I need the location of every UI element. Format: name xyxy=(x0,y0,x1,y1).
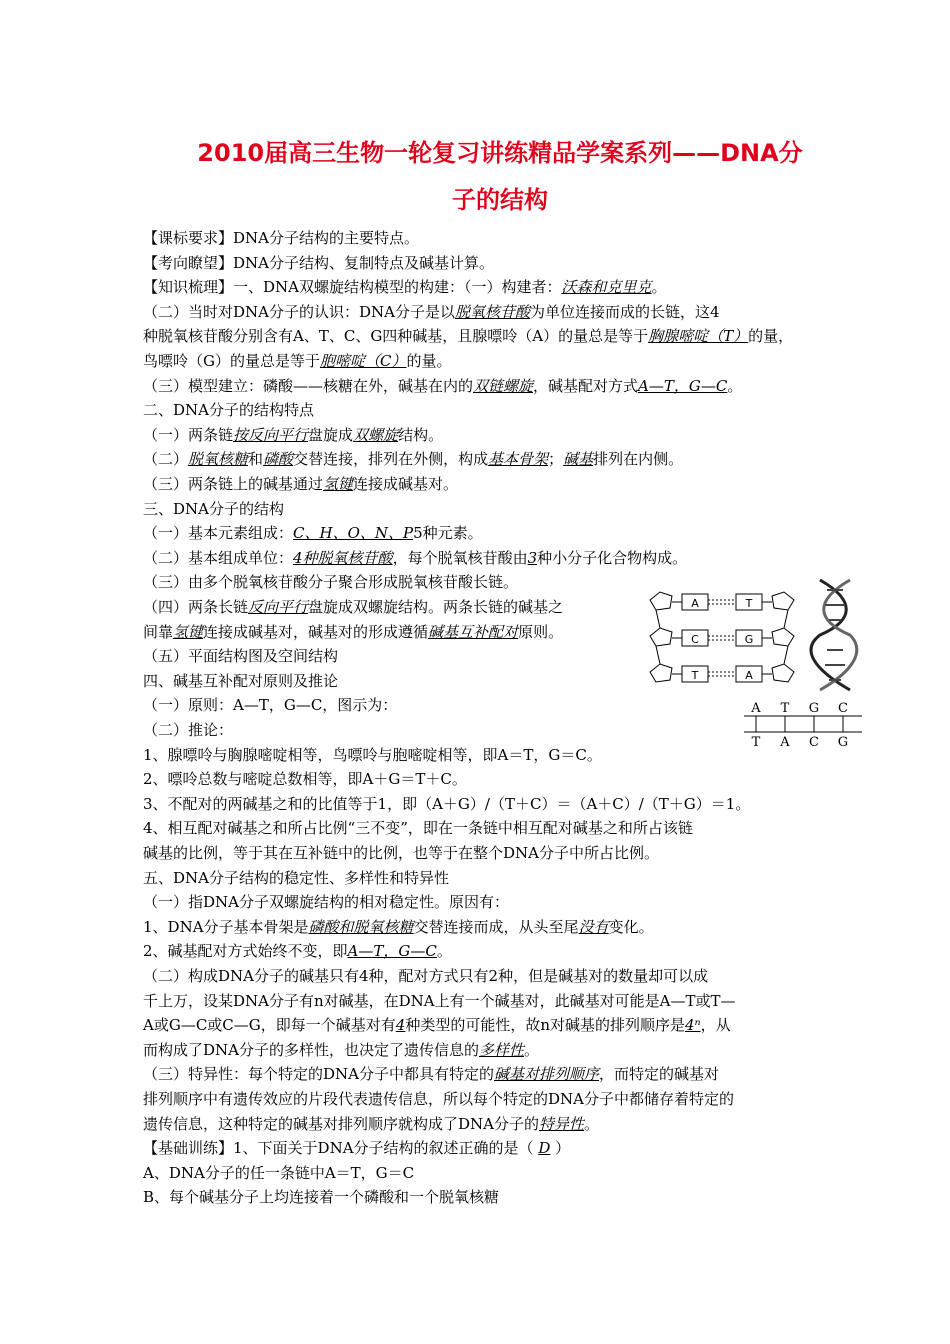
text-segment: 五、DNA分子结构的稳定性、多样性和特异性 xyxy=(143,868,449,887)
text-segment: ； xyxy=(548,450,564,469)
answer-blank: 特异性 xyxy=(539,1114,585,1133)
text-segment: 连接成碱基对，碱基对的形成遵循 xyxy=(203,622,429,641)
text-line xyxy=(143,792,813,816)
text-segment: （三）模型建立：磷酸——核糖在外，碱基在内的 xyxy=(143,376,474,395)
text-line xyxy=(143,1185,813,1209)
text-line xyxy=(143,1062,813,1086)
text-segment: （一）基本元素组成： xyxy=(143,524,294,543)
text-segment: （一）指DNA分子双螺旋结构的相对稳定性。原因有： xyxy=(143,893,509,912)
text-line xyxy=(143,915,813,939)
diagram-base-right: T xyxy=(745,597,753,610)
text-segment: 种小分子化合物构成。 xyxy=(537,548,688,567)
answer-blank: 按反向平行 xyxy=(233,425,309,444)
answer-blank: 双螺旋 xyxy=(353,425,399,444)
text-segment: ） xyxy=(550,1139,571,1158)
text-segment: （二）推论： xyxy=(143,721,234,739)
text-line xyxy=(143,275,813,299)
text-segment: 变化。 xyxy=(608,917,654,936)
text-segment: ，从 xyxy=(700,1016,731,1035)
text-segment: 5种元素。 xyxy=(413,524,483,543)
diagram-nucleotide-pair xyxy=(650,592,794,610)
text-segment: 【课标要求】DNA分子结构的主要特点。 xyxy=(143,229,419,247)
answer-blank: 基本骨架 xyxy=(488,450,549,469)
dna-planar-structure-diagram xyxy=(642,582,802,692)
base-bottom-label: G xyxy=(837,735,849,750)
base-top-label: C xyxy=(838,701,848,716)
text-segment: （四）两条长链 xyxy=(143,598,249,616)
text-line xyxy=(143,989,813,1013)
page-title-line-2: 子的结构 xyxy=(452,186,548,214)
text-segment: 原则。 xyxy=(518,622,564,641)
text-line xyxy=(143,816,813,840)
text-line xyxy=(143,1161,813,1185)
answer-blank: D xyxy=(538,1139,551,1158)
text-line xyxy=(143,964,813,988)
text-line xyxy=(143,374,813,398)
diagram-nucleotide-pair xyxy=(650,628,794,646)
text-line xyxy=(143,841,813,865)
text-segment: 盘旋成 xyxy=(308,425,354,444)
diagram-base-left: C xyxy=(691,633,699,646)
answer-blank: 4ⁿ xyxy=(684,1016,701,1035)
text-line xyxy=(143,1013,813,1037)
answer-blank: 氢键 xyxy=(323,475,354,493)
text-segment: 【基础训练】1、下面关于DNA分子结构的叙述正确的是（ xyxy=(143,1139,539,1158)
text-segment: 和 xyxy=(248,450,264,469)
text-segment: （二）基本组成单位： xyxy=(143,548,294,567)
text-segment: 排列在内侧。 xyxy=(593,450,684,469)
answer-blank: 脱氧核苷酸 xyxy=(454,302,530,321)
text-segment: 而构成了DNA分子的多样性，也决定了遗传信息的 xyxy=(143,1040,479,1059)
text-line xyxy=(143,226,813,250)
base-bottom-label: T xyxy=(751,735,761,750)
text-line xyxy=(143,718,813,742)
text-segment: 1、腺嘌呤与胸腺嘧啶相等，鸟嘌呤与胞嘧啶相等，即A＝T，G＝C。 xyxy=(143,745,602,764)
text-line xyxy=(143,447,813,471)
text-segment: 3、不配对的两碱基之和的比值等于1，即（A＋G）/（T＋C）＝（A＋C）/（T＋G）＝1。 xyxy=(143,794,751,813)
text-segment: （五）平面结构图及空间结构 xyxy=(143,647,339,666)
answer-blank: 碱基对排列顺序 xyxy=(494,1065,600,1084)
text-segment: ，而特定的碱基对 xyxy=(599,1065,720,1084)
answer-blank: 胞嘧啶（C） xyxy=(319,352,407,370)
text-segment: 交替连接而成，从头至尾 xyxy=(413,917,579,936)
text-segment: ，碱基配对方式 xyxy=(533,376,639,395)
text-line xyxy=(143,300,813,324)
base-top-label: A xyxy=(751,701,761,716)
text-segment: 2、碱基配对方式始终不变，即 xyxy=(143,942,348,961)
text-segment: 。 xyxy=(727,376,743,395)
page-title-line-1: 2010届高三生物一轮复习讲练精品学案系列——DNA分 xyxy=(197,139,803,167)
answer-blank: A—T，G—C xyxy=(638,376,728,395)
text-line xyxy=(143,767,813,791)
text-segment: 。 xyxy=(436,942,452,961)
base-bottom-label: A xyxy=(780,735,790,750)
answer-blank: 3 xyxy=(527,548,538,567)
text-line xyxy=(143,866,813,890)
text-line xyxy=(143,324,813,348)
text-line xyxy=(143,398,813,422)
text-segment: 连接成碱基对。 xyxy=(353,475,459,493)
diagram-nucleotide-pair xyxy=(650,664,794,682)
answer-blank: 磷酸和脱氧核糖 xyxy=(308,917,414,936)
text-segment: 碱基的比例，等于其在互补链中的比例，也等于在整个DNA分子中所占比例。 xyxy=(143,844,659,862)
answer-blank: 胸腺嘧啶（T） xyxy=(648,327,749,346)
text-segment: （二）当时对DNA分子的认识：DNA分子是以 xyxy=(143,302,455,321)
text-segment: 种类型的可能性，故n对碱基的排列顺序是 xyxy=(405,1016,685,1035)
answer-blank: 沃森和克里克 xyxy=(561,278,652,297)
text-segment: 2、嘌呤总数与嘧啶总数相等，即A＋G＝T＋C。 xyxy=(143,770,467,789)
text-segment: A或G—C或C—G，即每一个碱基对有 xyxy=(143,1016,396,1035)
text-segment: （一）两条链 xyxy=(143,425,234,444)
text-segment: 三、DNA分子的结构 xyxy=(143,499,284,518)
text-segment: 。 xyxy=(651,278,667,297)
text-line xyxy=(143,1087,813,1111)
diagram-base-left: T xyxy=(691,669,699,682)
text-segment: 排列顺序中有遗传效应的片段代表遗传信息，所以每个特定的DNA分子中都储存着特定的 xyxy=(143,1090,734,1108)
answer-blank: 多样性 xyxy=(479,1040,525,1059)
answer-blank: A—T，G—C xyxy=(347,942,437,961)
text-segment: 。 xyxy=(524,1040,540,1059)
text-segment: B、每个碱基分子上均连接着一个磷酸和一个脱氧核糖 xyxy=(143,1188,500,1207)
text-segment: 二、DNA分子的结构特点 xyxy=(143,401,314,420)
answer-blank: 磷酸 xyxy=(263,450,294,469)
answer-blank: 双链螺旋 xyxy=(473,376,534,395)
text-segment: 【知识梳理】一、DNA双螺旋结构模型的构建：（一）构建者： xyxy=(143,278,562,297)
text-line xyxy=(143,546,813,570)
text-line xyxy=(143,693,813,717)
text-segment: 遗传信息，这种特定的碱基对排列顺序就构成了DNA分子的 xyxy=(143,1114,539,1133)
answer-blank: 4种脱氧核苷酸 xyxy=(293,548,393,567)
text-segment: 种脱氧核苷酸分别含有A、T、C、G四种碱基，且腺嘌呤（A）的量总是等于 xyxy=(143,327,649,346)
answer-blank: 没有 xyxy=(578,917,609,936)
text-line xyxy=(143,743,813,767)
base-top-label: G xyxy=(808,701,820,716)
text-line xyxy=(143,1112,813,1136)
text-line xyxy=(143,251,813,275)
base-bottom-label: C xyxy=(809,735,819,750)
text-line xyxy=(143,1136,813,1160)
text-segment: 的量， xyxy=(748,327,794,346)
text-line xyxy=(143,472,813,496)
base-top-label: T xyxy=(780,701,790,716)
dna-double-helix-image xyxy=(805,575,865,695)
text-segment: （三）两条链上的碱基通过 xyxy=(143,475,324,493)
text-segment: 千上万，设某DNA分子有n对碱基，在DNA上有一个碱基对，此碱基对可能是A—T或T— xyxy=(143,991,736,1010)
text-segment: 鸟嘌呤（G）的量总是等于 xyxy=(143,352,320,370)
answer-blank: C、H、O、N、P xyxy=(293,524,414,543)
text-segment: 4、相互配对碱基之和所占比例“三不变”，即在一条链中相互配对碱基之和所占该链 xyxy=(143,819,693,838)
diagram-base-left: A xyxy=(691,597,699,610)
text-segment: 四、碱基互补配对原则及推论 xyxy=(143,671,339,690)
text-segment: 的量。 xyxy=(406,352,452,370)
answer-blank: 碱基 xyxy=(563,450,594,469)
text-segment: 1、DNA分子基本骨架是 xyxy=(143,917,309,936)
text-line xyxy=(143,890,813,914)
answer-blank: 4 xyxy=(395,1016,406,1035)
text-line xyxy=(143,1038,813,1062)
text-segment: 交替连接，排列在外侧，构成 xyxy=(293,450,489,469)
text-line xyxy=(143,423,813,447)
answer-blank: 反向平行 xyxy=(248,598,309,616)
text-segment: 盘旋成双螺旋结构。两条长链的碱基之 xyxy=(308,598,564,616)
text-segment: 结构。 xyxy=(398,425,444,444)
text-segment: A、DNA分子的任一条链中A＝T，G＝C xyxy=(143,1163,415,1182)
base-pair-diagram xyxy=(742,700,867,750)
text-segment: （三）特异性：每个特定的DNA分子中都具有特定的 xyxy=(143,1065,494,1084)
diagram-base-right: A xyxy=(745,669,753,682)
answer-blank: 碱基互补配对 xyxy=(428,622,519,641)
text-line xyxy=(143,349,813,373)
text-line xyxy=(143,521,813,545)
text-line xyxy=(143,939,813,963)
text-line xyxy=(143,497,813,521)
text-segment: （二）构成DNA分子的碱基只有4种，配对方式只有2种，但是碱基对的数量却可以成 xyxy=(143,967,709,985)
text-segment: 【考向瞭望】DNA分子结构、复制特点及碱基计算。 xyxy=(143,253,494,272)
text-segment: 。 xyxy=(584,1114,600,1133)
text-segment: 间靠 xyxy=(143,622,174,641)
text-segment: （三）由多个脱氧核苷酸分子聚合形成脱氧核苷酸长链。 xyxy=(143,573,519,592)
text-segment: （二） xyxy=(143,450,189,469)
answer-blank: 脱氧核糖 xyxy=(188,450,249,469)
text-segment: ，每个脱氧核苷酸由 xyxy=(392,548,528,567)
answer-blank: 氢键 xyxy=(173,622,204,641)
diagram-base-right: G xyxy=(744,633,754,646)
text-segment: （一）原则：A—T，G—C，图示为： xyxy=(143,696,398,715)
text-segment: 为单位连接而成的长链，这4 xyxy=(530,302,720,321)
